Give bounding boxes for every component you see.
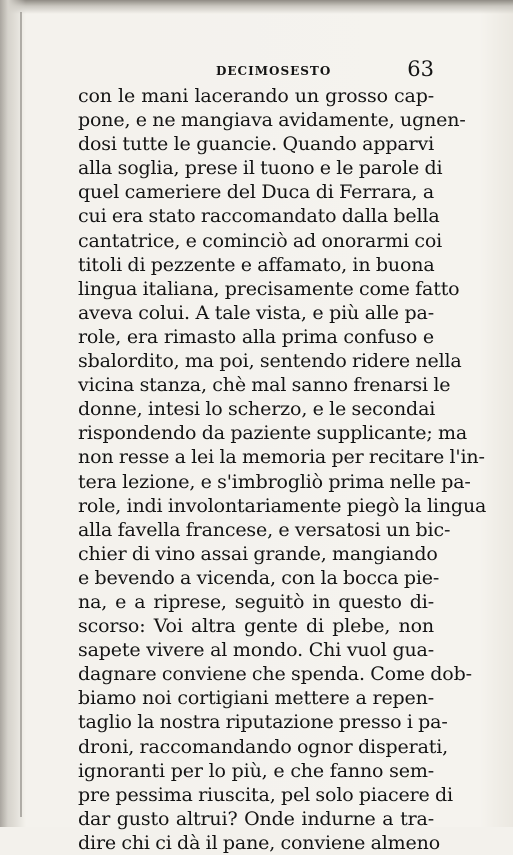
text-line: ignoranti per lo più, e che fanno sem- xyxy=(78,759,434,782)
text-line: na, e a riprese, seguitò in questo di- xyxy=(78,590,434,613)
text-line: cantatrice, e cominciò ad onorarmi coi xyxy=(78,229,443,252)
text-line: titoli di pezzente e affamato, in buona xyxy=(78,253,435,276)
text-line: cui era stato raccomandato dalla bella xyxy=(78,205,440,228)
text-line: dire chi ci dà il pane, conviene almeno xyxy=(78,831,441,854)
text-line: donne, intesi lo scherzo, e le secondai xyxy=(78,398,436,421)
text-line: droni, raccomandando ognor disperati, xyxy=(78,735,449,758)
text-line: biamo noi cortigiani mettere a repen- xyxy=(78,687,434,710)
text-line: tera lezione, e s'imbrogliò prima nelle pa- xyxy=(78,470,471,493)
page-gutter-shadow xyxy=(0,0,26,827)
text-line: alla soglia, prese il tuono e le parole di xyxy=(78,157,443,180)
body-text xyxy=(78,84,487,855)
text-line: aveva colui. A tale vista, e più alle pa- xyxy=(78,301,434,324)
text-line: sbalordito, ma poi, sentendo ridere nella xyxy=(78,350,462,373)
text-line: rispondendo da paziente supplicante; ma xyxy=(78,422,468,445)
binding-line xyxy=(20,12,22,817)
text-line: dagnare conviene che spenda. Come dob- xyxy=(78,663,472,686)
text-line: pre pessima riuscita, pel solo piacere di xyxy=(78,783,453,806)
page-top-edge xyxy=(0,0,513,14)
text-line: alla favella francese, e versatosi un bic- xyxy=(78,518,451,541)
text-line: e bevendo a vicenda, con la bocca pie- xyxy=(78,566,440,589)
page-number: 63 xyxy=(407,57,434,81)
text-line: non resse a lei la memoria per recitare l'in- xyxy=(78,446,485,469)
text-line: con le mani lacerando un grosso cap- xyxy=(78,85,434,107)
text-line: role, era rimasto alla prima confuso e xyxy=(78,325,434,348)
text-line: quel cameriere del Duca di Ferrara, a xyxy=(78,181,434,204)
text-line: sapete vivere al mondo. Chi vuol gua- xyxy=(78,639,434,662)
text-line: lingua italiana, precisamente come fatto xyxy=(78,277,460,300)
text-line: vicina stanza, chè mal sanno frenarsi le xyxy=(78,374,451,397)
running-head: DECIMOSESTO xyxy=(216,64,332,78)
text-line: taglio la nostra riputazione presso i pa- xyxy=(78,711,448,734)
text-line: scorso: Voi altra gente di plebe, non xyxy=(78,615,434,638)
text-line: chier di vino assai grande, mangiando xyxy=(78,542,438,565)
text-line: dar gusto altrui? Onde indurne a tra- xyxy=(78,807,434,830)
text-line: pone, e ne mangiava avidamente, ugnen- xyxy=(78,109,466,132)
text-line: dosi tutte le guancie. Quando apparvi xyxy=(78,133,434,156)
text-line: role, indi involontariamente piegò la lingua xyxy=(78,494,487,517)
